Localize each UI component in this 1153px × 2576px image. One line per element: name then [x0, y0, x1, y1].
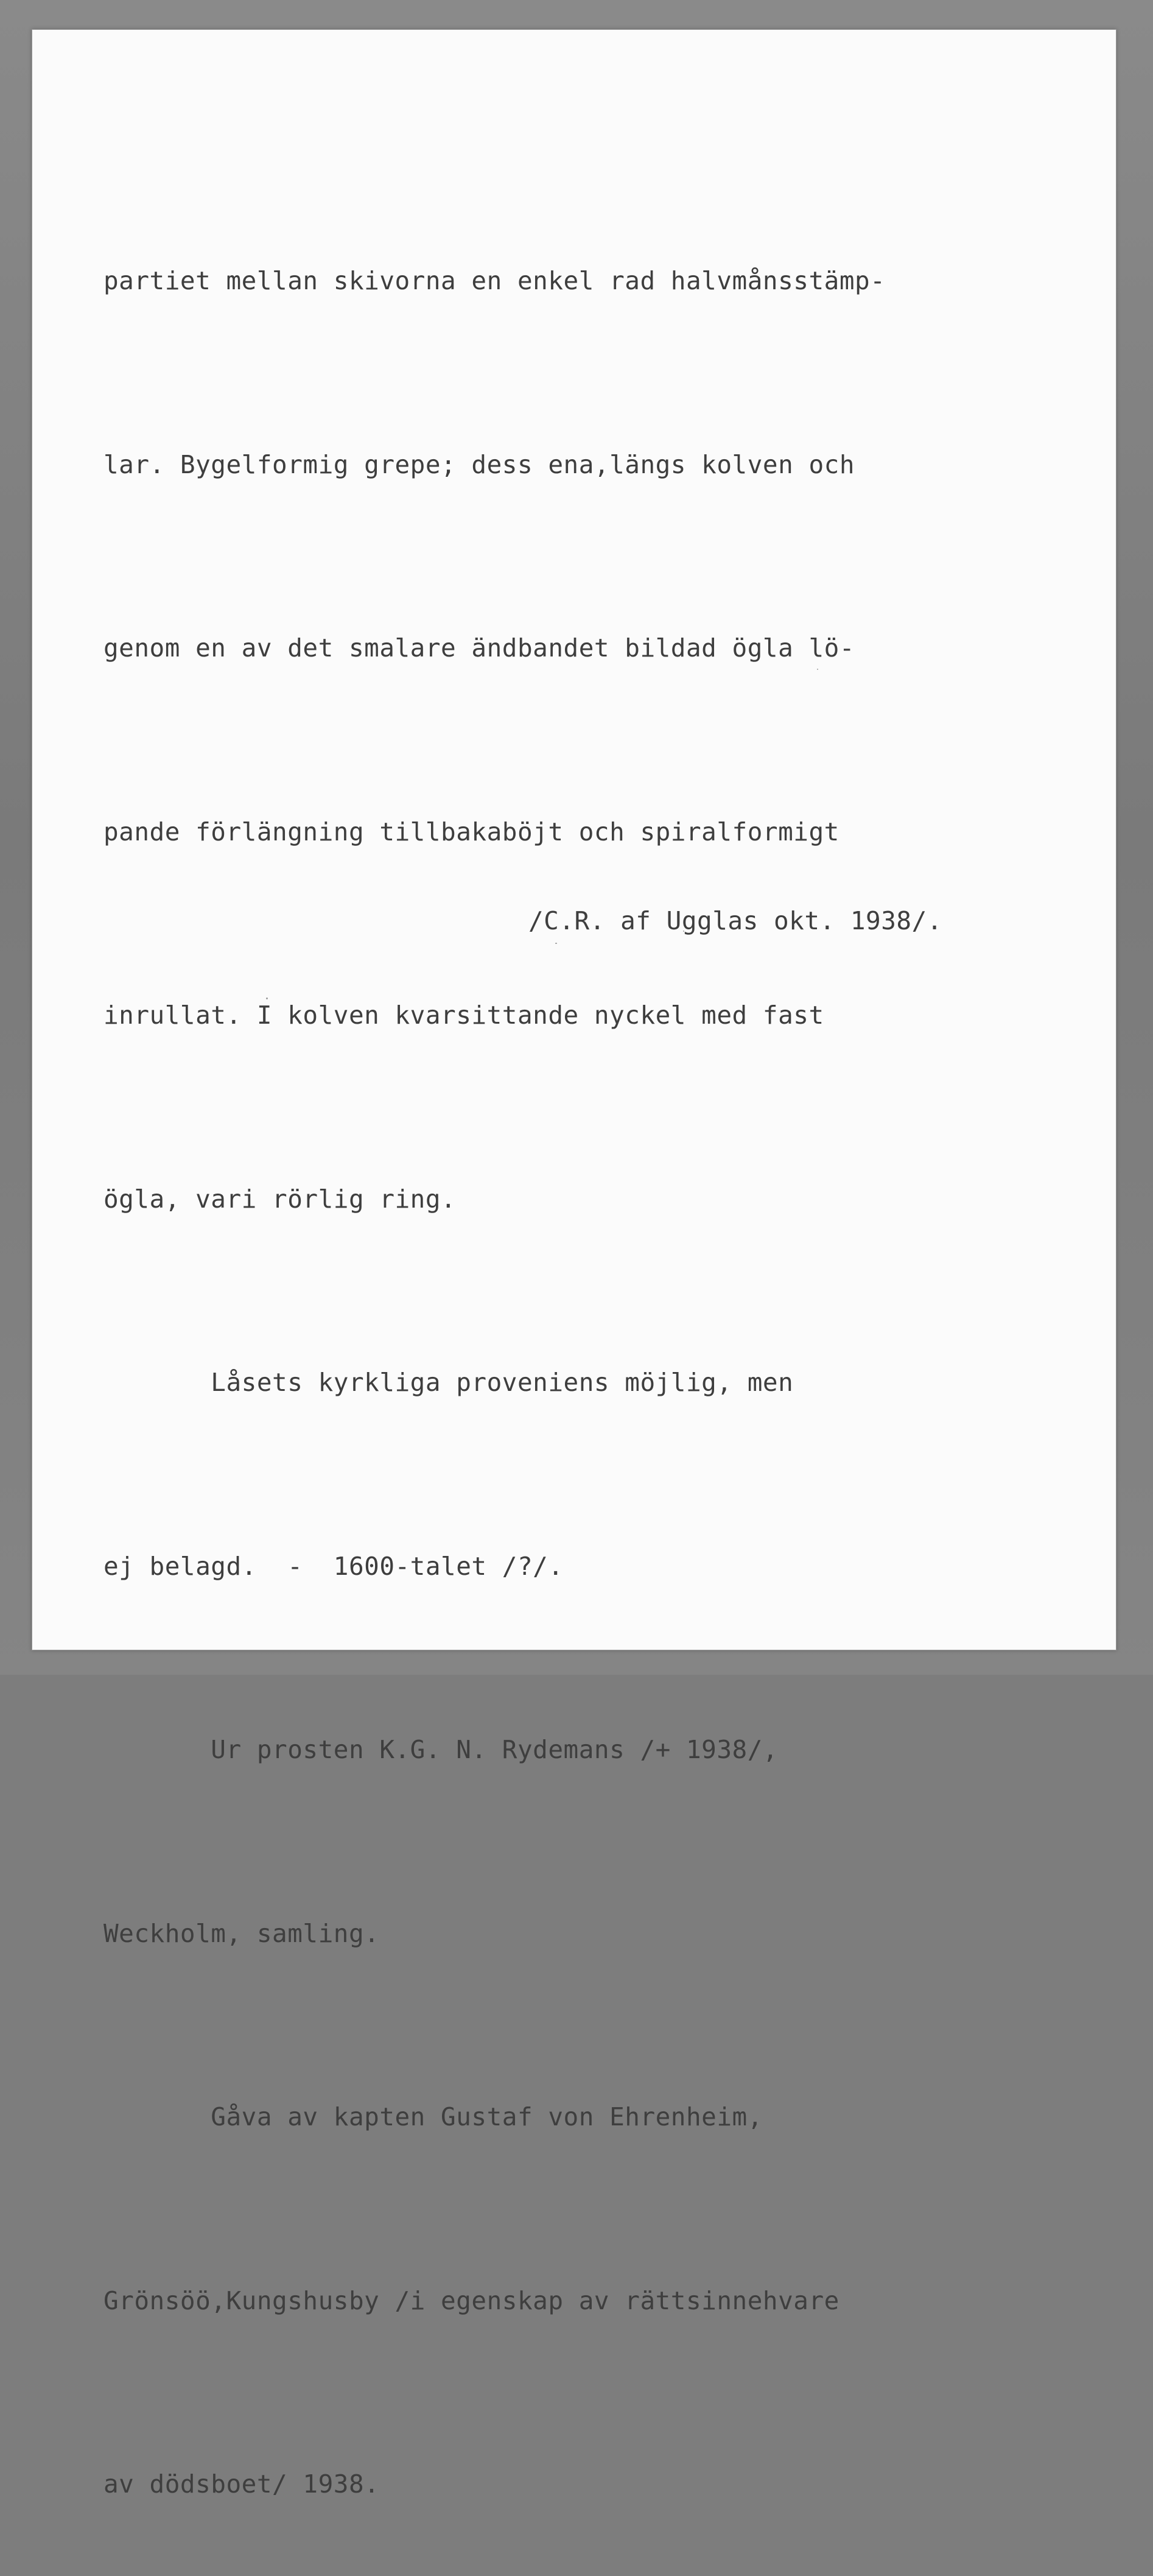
text-line: Låsets kyrkliga proveniens möjlig, men	[103, 1368, 794, 1397]
text-line: Grönsöö,Kungshusby /i egenskap av rättsinnehvare	[103, 2286, 839, 2315]
signature-line: /C.R. af Ugglas okt. 1938/.	[528, 906, 942, 935]
text-line: Weckholm, samling.	[103, 1918, 380, 1948]
text-line: lar. Bygelformig grepe; dess ena,längs kolven och	[103, 449, 855, 479]
text-line: partiet mellan skivorna en enkel rad halvmånsstämp-	[103, 266, 886, 295]
text-line: av dödsboet/ 1938.	[103, 2469, 380, 2499]
text-line: ej belagd. - 1600-talet /?/.	[103, 1551, 564, 1581]
text-line: Ur prosten K.G. N. Rydemans /+ 1938/,	[103, 1735, 779, 1764]
typed-text-block	[103, 128, 1078, 2576]
text-line: inrullat. I kolven kvarsittande nyckel med fast	[103, 1001, 824, 1030]
text-line: ögla, vari rörlig ring.	[103, 1184, 457, 1214]
text-line: Gåva av kapten Gustaf von Ehrenheim,	[103, 2102, 763, 2131]
text-line: pande förlängning tillbakaböjt och spiralformigt	[103, 817, 839, 846]
text-line: genom en av det smalare ändbandet bildad ögla lö-	[103, 633, 855, 663]
